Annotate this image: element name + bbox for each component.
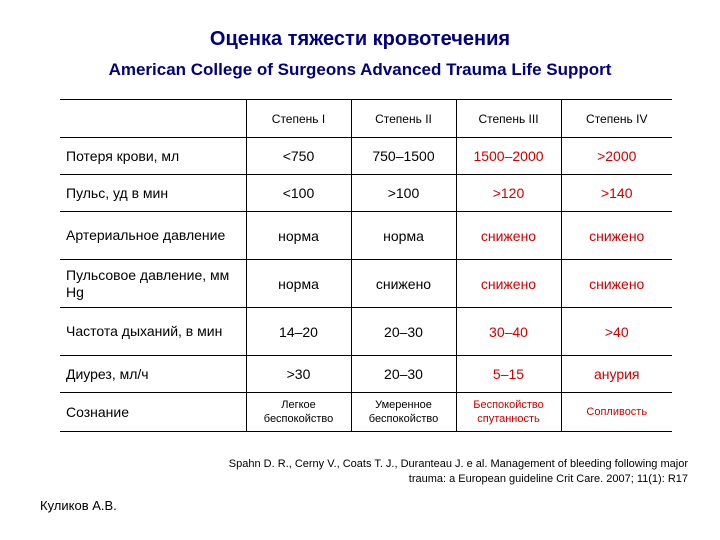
row-label: Пульс, уд в мин xyxy=(60,175,246,212)
table-header-row xyxy=(60,100,672,138)
citation-line: trauma: a European guideline Crit Care. 2007; 11(1): R17 xyxy=(408,473,688,485)
table-cell: 30–40 xyxy=(456,308,561,356)
page-subtitle: American College of Surgeons Advanced Trauma Life Support xyxy=(108,60,612,79)
table-cell: норма xyxy=(246,212,351,260)
row-label: Пульсовое давление, мм Hg xyxy=(60,260,246,308)
table-cell: анурия xyxy=(561,356,672,393)
author-name: Куликов А.В. xyxy=(40,498,117,513)
table-cell: норма xyxy=(246,260,351,308)
table-cell: 5–15 xyxy=(456,356,561,393)
table-cell: >40 xyxy=(561,308,672,356)
table-cell: норма xyxy=(351,212,456,260)
column-header: Степень II xyxy=(351,100,456,138)
table-cell: Легкое беспокойство xyxy=(246,393,351,432)
table-cell: >30 xyxy=(246,356,351,393)
row-label: Частота дыханий, в мин xyxy=(60,308,246,356)
table-cell: снижено xyxy=(561,260,672,308)
row-label: Артериальное давление xyxy=(60,212,246,260)
row-label: Потеря крови, мл xyxy=(60,138,246,175)
table-cell: 20–30 xyxy=(351,356,456,393)
table-row xyxy=(60,212,672,260)
table-row xyxy=(60,308,672,356)
citation xyxy=(150,457,688,487)
table-cell: >120 xyxy=(456,175,561,212)
column-header: Степень I xyxy=(271,111,326,126)
table-cell: >140 xyxy=(561,175,672,212)
table-row xyxy=(60,260,672,308)
severity-table xyxy=(60,99,672,432)
table-cell: Умеренное беспокойство xyxy=(351,393,456,432)
page-title: Оценка тяжести кровотечения xyxy=(209,28,511,50)
table-cell: 1500–2000 xyxy=(456,138,561,175)
table-row xyxy=(60,356,672,393)
column-header: Степень III xyxy=(456,100,561,138)
table-cell: снижено xyxy=(561,212,672,260)
header-corner xyxy=(60,100,246,138)
row-label: Диурез, мл/ч xyxy=(60,356,246,393)
table-cell: >2000 xyxy=(561,138,672,175)
table-row xyxy=(60,393,672,432)
table-cell: снижено xyxy=(456,260,561,308)
row-label: Сознание xyxy=(60,393,246,432)
table-cell: 750–1500 xyxy=(351,138,456,175)
table-cell: снижено xyxy=(456,212,561,260)
table-cell: 20–30 xyxy=(351,308,456,356)
table-cell: <750 xyxy=(246,138,351,175)
table-row xyxy=(60,175,672,212)
table-cell: снижено xyxy=(351,260,456,308)
table-cell: Беспокойство спутанность xyxy=(456,393,561,432)
table-row xyxy=(60,138,672,175)
table-cell: 14–20 xyxy=(246,308,351,356)
column-header: Степень IV xyxy=(561,100,672,138)
table-cell: Сопливость xyxy=(561,393,672,432)
citation-line: Spahn D. R., Cerny V., Coats T. J., Duranteau J. e al. Management of bleeding following major xyxy=(228,458,688,470)
table-cell: <100 xyxy=(246,175,351,212)
table-cell: >100 xyxy=(351,175,456,212)
